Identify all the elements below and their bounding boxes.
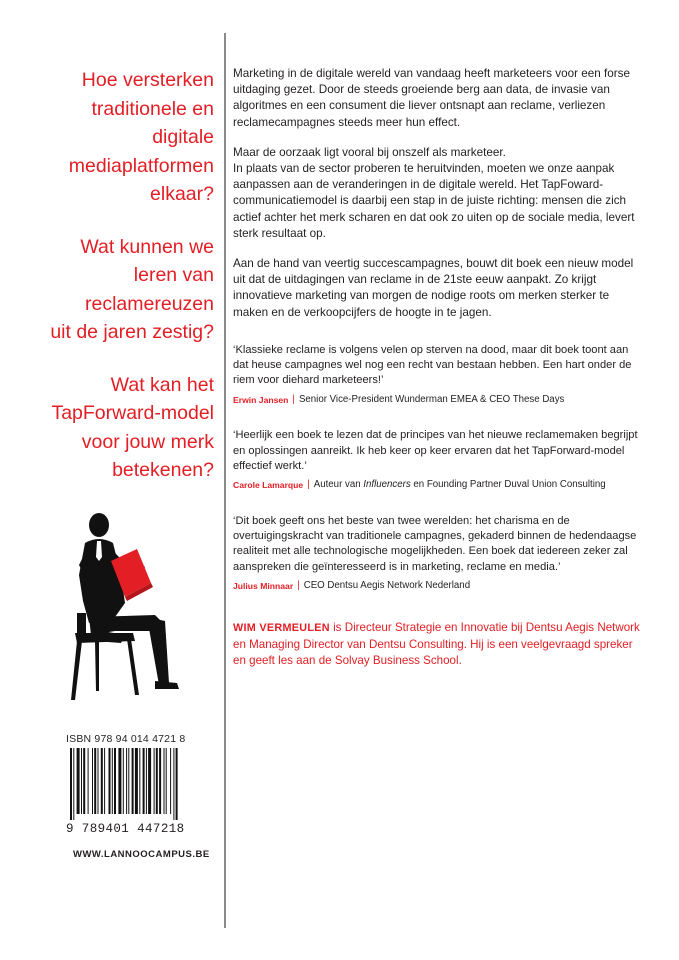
barcode-bar [146,748,147,814]
intro-paragraph: Aan de hand van veertig succescampagnes, bouwt dit boek een nieuw model uit dat de uitdagingen van reclame in de 21ste eeuw aanpakt. Zo krijgt innovatieve marketing van morgen de nodige roots om merken sterker te maken en de verkoopcijfers de hoogte in te jagen. [233,257,634,319]
barcode-bar [70,748,72,820]
barcode-bar [139,748,140,814]
barcode-bar [109,748,111,814]
testimonial-attribution [233,394,643,407]
barcode-bar [170,748,171,814]
question-line: leren van [133,264,214,286]
barcode-bar [126,748,127,814]
chair-leg [127,639,139,695]
testimonial-2 [233,428,643,491]
testimonial-3 [233,514,643,593]
barcode-bar [104,748,105,814]
attribution-separator: | [297,579,300,591]
intro-paragraph: In plaats van de sector proberen te heruitvinden, moeten we onze aanpak aanpassen aan de veranderingen in de digitale wereld. Het TapFoward-communicatiemodel is daarbij een stap in de juiste richting: mensen die zich actief achter het merk scharen en dat ook zo uiten op de sociale media, levert sterk resultaat op. [233,162,635,240]
lower-leg [147,617,169,685]
chair-leg [95,641,99,691]
question-line: Wat kan het [110,373,214,396]
back-cover-text [233,66,643,669]
chair-back [77,613,86,635]
testimonial-role: CEO Dentsu Aegis Network Nederland [303,579,471,591]
attribution-separator: | [292,393,295,405]
barcode-bar [114,748,116,814]
question-line: reclamereuzen [85,292,214,315]
barcode-bar [101,748,103,814]
barcode-bar [98,748,99,814]
testimonial-role: Senior Vice-President Wunderman EMEA & CEO These Days [298,393,565,405]
question-2 [30,233,214,347]
barcode-bar [143,748,145,814]
author-name: WIM VERMEULEN [233,622,330,635]
barcode-bar [92,748,93,814]
isbn-number: ISBN 978 94 014 4721 8 [66,733,186,745]
barcode-bar [166,748,167,814]
barcode-bar [77,748,80,814]
barcode-bar [88,748,89,814]
barcode-bar [173,748,174,820]
barcode-bar [156,748,158,814]
barcode-bar [135,748,138,814]
testimonial-attribution [233,479,643,492]
question-line: mediaplatformen [68,154,214,177]
testimonial-role: Auteur van Influencers en Founding Partner Duval Union Consulting [313,479,606,491]
question-3 [30,371,214,485]
barcode-bar [73,748,74,820]
testimonial-quote: ‘Klassieke reclame is volgens velen op sterven na dood, maar dit boek toont aan dat heuse campagnes wel nog een recht van bestaan hebben. Een hart onder de riem voor diehard marketeers!’ [233,343,632,387]
question-1 [30,66,214,209]
barcode-digits: 9 789401 447218 [66,822,185,836]
barcode-bar [154,748,155,814]
publisher-website: WWW.LANNOOCAMPUS.BE [73,849,210,860]
question-line: elkaar? [150,183,214,205]
column-divider [224,33,226,928]
barcode-bar [123,748,124,814]
question-line: traditionele en [91,97,214,120]
testimonial-author: Julius Minnaar [233,580,294,591]
chair-leg [71,641,82,700]
barcode-bar [118,748,121,814]
testimonial-quote: ‘Dit boek geeft ons het beste van twee werelden: het charisma en de overtuigingskracht van traditionele campagnes, gekaderd binnen de hedendaagse realiteit met alle technologische mogelijkheden. Een boek dat iedereen zeker zal aanspreken die geïnteresseerd is in marketing, reclame en media.’ [233,514,637,573]
barcode-bar [94,748,96,814]
barcode-bar [132,748,134,814]
author-bio [233,620,643,669]
intro-text [233,66,643,321]
author-bio-text: is Directeur Strategie en Innovatie bij Dentsu Aegis Network en Managing Director van Dentsu Consulting. Hij is een veelgevraagd spreker en geeft les aan de Solvay Business School. [233,621,640,667]
testimonial-attribution [233,580,643,593]
testimonial-author: Erwin Jansen [233,394,289,405]
testimonial-quote: ‘Heerlijk een boek te lezen dat de principes van het nieuwe reclamemaken begrijpt en oplossingen aanreikt. Ik heb keer op keer ervaren dat het TapForward-model effectief werkt.’ [233,429,638,472]
reading-man-illustration [55,505,185,705]
head [89,513,109,537]
question-line: Wat kunnen we [80,235,214,258]
barcode-bar [128,748,129,814]
barcode-bar [176,748,178,820]
intro-paragraph: Maar de oorzaak ligt vooral bij onszelf als marketeer. [233,145,506,159]
barcode-bar [148,748,151,814]
barcode-bar [83,748,85,814]
intro-paragraph: Marketing in de digitale wereld van vandaag heeft marketeers voor een forse uitdaging gezet. Door de steeds groeiende berg aan data, de invasie van algoritmes en een consument die liever ontsnapt aan reclame, verliezen reclamecampagnes steeds meer hun effect. [233,67,630,129]
question-line: betekenen? [112,459,214,481]
shirt-collar [96,541,102,561]
barcode-bar [112,748,113,814]
barcode-bar [81,748,82,814]
question-line: digitale [152,126,214,148]
question-line: Hoe versterken [81,69,214,91]
testimonial-1 [233,343,643,406]
barcode-bar [164,748,165,814]
barcode-bar [159,748,161,814]
question-line: voor jouw merk [81,430,214,453]
question-line: TapForward-model [51,402,214,424]
shoe [155,681,179,689]
cover-questions [30,66,214,509]
barcode [68,748,218,820]
testimonial-author: Carole Lamarque [233,480,304,491]
attribution-separator: | [307,479,310,491]
question-line: uit de jaren zestig? [50,321,214,343]
